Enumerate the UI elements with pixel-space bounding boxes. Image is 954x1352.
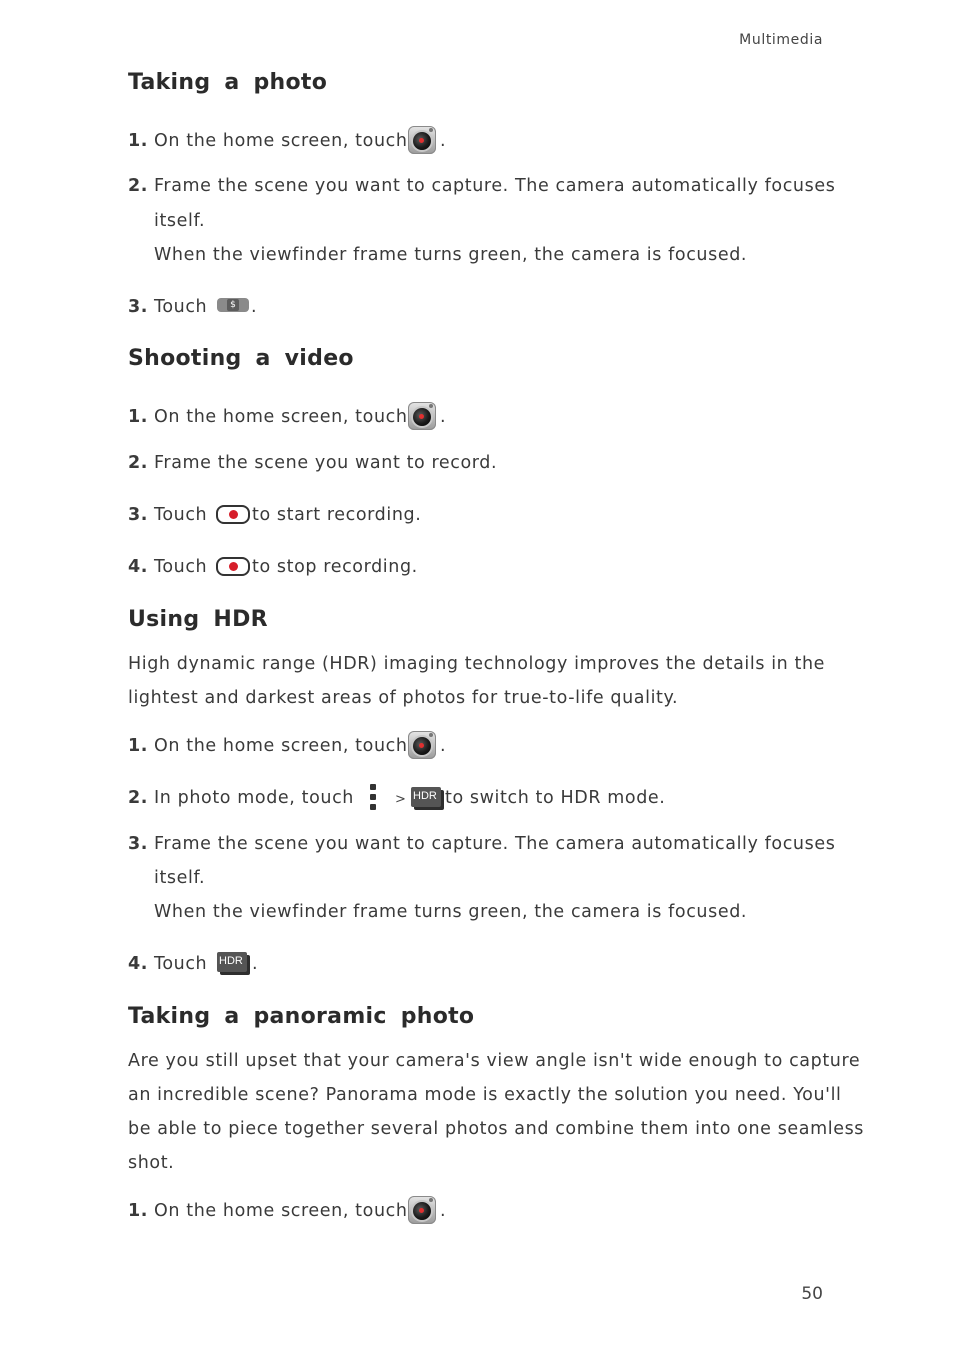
- camera-app-icon: [408, 1196, 436, 1224]
- step-text-continued: itself.: [154, 211, 206, 231]
- shutter-glyph: $: [227, 299, 239, 311]
- step-number: 2.: [128, 176, 149, 196]
- hdr-icon: [217, 952, 247, 972]
- step-suffix: .: [440, 407, 447, 427]
- step-number: 4.: [128, 557, 149, 577]
- step-number: 2.: [128, 788, 149, 808]
- step-text: Frame the scene you want to capture. The camera automatically focuses: [154, 176, 836, 196]
- heading-shooting-video: Shooting a video: [128, 346, 354, 371]
- step-suffix: to switch to HDR mode.: [445, 788, 666, 808]
- step-text: Touch: [154, 557, 208, 577]
- step-text: In photo mode, touch: [154, 788, 354, 808]
- step-suffix: .: [251, 297, 258, 317]
- step-number: 3.: [128, 834, 149, 854]
- record-icon: [216, 505, 250, 524]
- step-suffix: .: [440, 131, 447, 151]
- paragraph-line: be able to piece together several photos and combine them into one seamless: [128, 1119, 865, 1139]
- step-text: On the home screen, touch: [154, 1201, 408, 1221]
- step-text: On the home screen, touch: [154, 131, 408, 151]
- paragraph-line: lightest and darkest areas of photos for true-to-life quality.: [128, 688, 679, 708]
- step-number: 3.: [128, 505, 149, 525]
- step-suffix: .: [440, 736, 447, 756]
- page-number: 50: [801, 1284, 823, 1304]
- step-text: Touch: [154, 505, 208, 525]
- step-number: 1.: [128, 736, 149, 756]
- step-text: Frame the scene you want to record.: [154, 453, 498, 473]
- heading-taking-photo: Taking a photo: [128, 70, 328, 95]
- paragraph-line: High dynamic range (HDR) imaging technology improves the details in the: [128, 654, 826, 674]
- step-text-continued: itself.: [154, 868, 206, 888]
- step-text: Touch: [154, 297, 208, 317]
- shutter-icon: [217, 298, 249, 312]
- step-suffix: to start recording.: [252, 505, 422, 525]
- step-suffix: to stop recording.: [252, 557, 418, 577]
- hdr-icon-label: HDR: [219, 955, 243, 967]
- hdr-icon: [411, 787, 441, 807]
- camera-app-icon: [408, 402, 436, 430]
- step-number: 1.: [128, 407, 149, 427]
- step-text: Frame the scene you want to capture. The camera automatically focuses: [154, 834, 836, 854]
- step-number: 4.: [128, 954, 149, 974]
- record-icon: [216, 557, 250, 576]
- step-number: 3.: [128, 297, 149, 317]
- more-options-icon: [370, 784, 376, 810]
- paragraph-line: Are you still upset that your camera's view angle isn't wide enough to capture: [128, 1051, 861, 1071]
- step-number: 1.: [128, 1201, 149, 1221]
- step-note: When the viewfinder frame turns green, the camera is focused.: [154, 245, 748, 265]
- step-suffix: .: [440, 1201, 447, 1221]
- camera-app-icon: [408, 731, 436, 759]
- paragraph-line: an incredible scene? Panorama mode is exactly the solution you need. You'll: [128, 1085, 842, 1105]
- heading-panoramic-photo: Taking a panoramic photo: [128, 1004, 475, 1029]
- running-header: Multimedia: [739, 32, 823, 48]
- paragraph-line: shot.: [128, 1153, 175, 1173]
- step-text: On the home screen, touch: [154, 736, 408, 756]
- camera-app-icon: [408, 126, 436, 154]
- step-suffix: .: [252, 954, 259, 974]
- step-number: 1.: [128, 131, 149, 151]
- step-number: 2.: [128, 453, 149, 473]
- step-note: When the viewfinder frame turns green, the camera is focused.: [154, 902, 748, 922]
- hdr-icon-label: HDR: [413, 790, 437, 802]
- step-text: Touch: [154, 954, 208, 974]
- heading-using-hdr: Using HDR: [128, 607, 268, 632]
- menu-separator: >: [395, 792, 406, 807]
- step-text: On the home screen, touch: [154, 407, 408, 427]
